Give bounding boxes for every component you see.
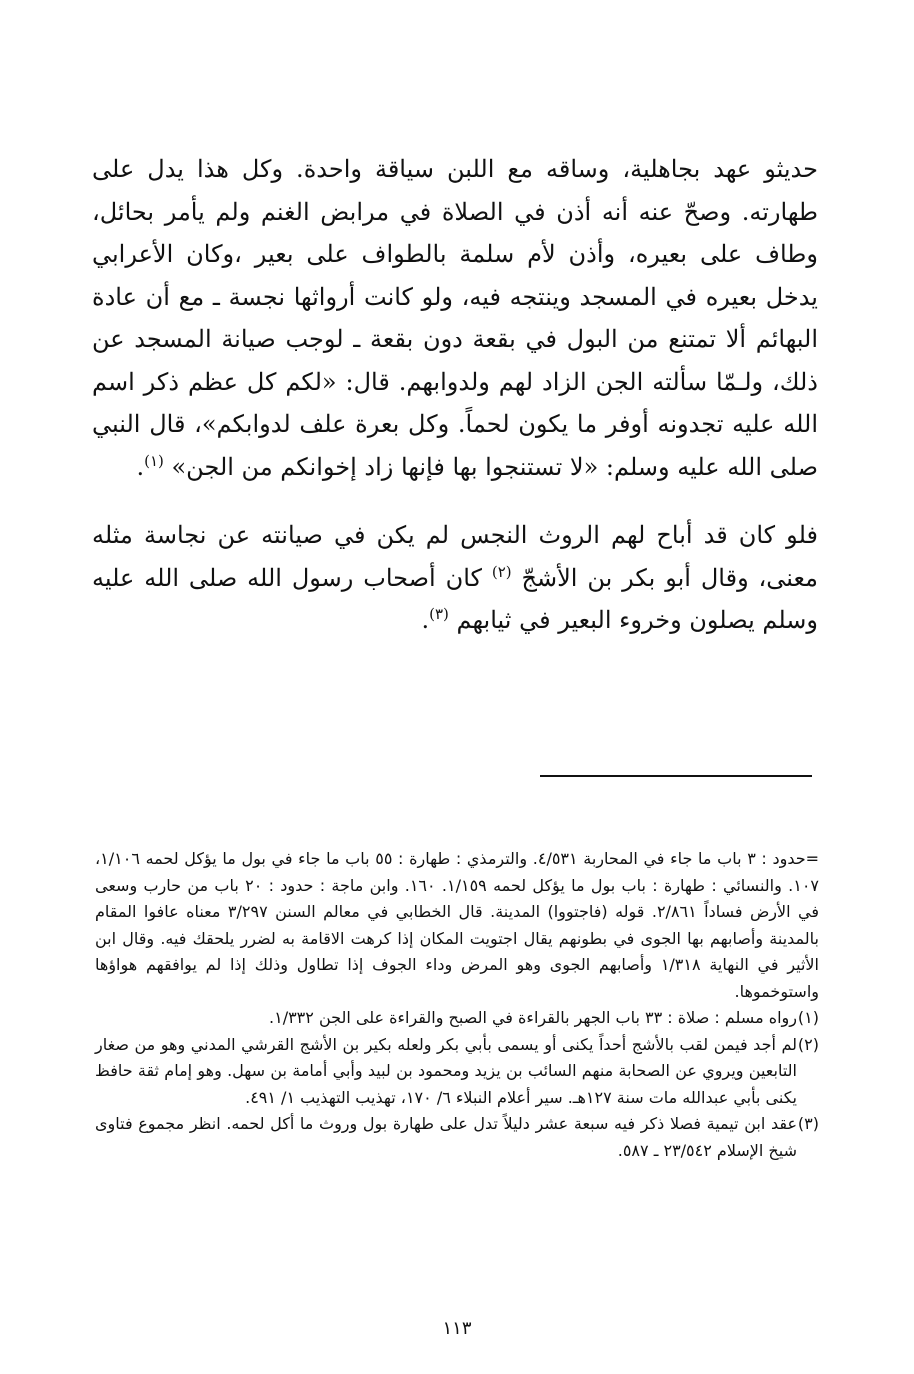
footnote-2 <box>95 1032 819 1112</box>
footnote-ref-3: (٣) <box>429 605 449 623</box>
page-number: ١١٣ <box>442 1318 472 1339</box>
footnote-1-text: رواه مسلم : صلاة : ٣٣ باب الجهر بالقراءة في الصبح والقراءة على الجن ١/٣٣٢. <box>269 1008 797 1027</box>
footnote-3 <box>95 1111 819 1164</box>
footnote-3-text: عقد ابن تيمية فصلا ذكر فيه سبعة عشر دليلاً تدل على طهارة بول وروث ما أكل لحمه. انظر مجموع فتاوى شيخ الإسلام ٢٣/٥٤٢ ـ ٥٨٧. <box>95 1114 797 1160</box>
footnote-ref-2: (٢) <box>491 562 512 581</box>
footnote-2-number: (٢) <box>797 1034 819 1054</box>
paragraph-2 <box>92 514 818 642</box>
paragraph-2-part1: فلو كان قد أباح لهم الروث النجس لم يكن في صيانته عن نجاسة مثله معنى، وقال أبو بكر بن الأشجّ <box>92 521 818 592</box>
footnote-1-number: (١) <box>797 1008 819 1027</box>
main-text <box>92 148 818 642</box>
footnote-2-text: لم أجد فيمن لقب بالأشج أحداً يكنى أو يسمى بأبي بكر ولعله بكير بن الأشج القرشي المدني وهو من صغار التابعين ويروي عن الصحابة منهم السائب بن يزيد ومحمود بن لبيد وأبي أمامة بن سهل. وهو إمام ثقة حافظ يكنى بأبي عبدالله مات سنة ١٢٧هـ. سير أعلام النبلاء ٦/ ١٧٠، تهذيب التهذيب ١/ ٤٩١. <box>95 1034 797 1107</box>
footnote-ref-1: (١) <box>144 451 164 470</box>
footnotes <box>95 846 819 1164</box>
paragraph-2-end: . <box>421 606 430 634</box>
paragraph-1-text: حديثو عهد بجاهلية، وساقه مع اللبن سياقة واحدة. وكل هذا يدل على طهارته. وصحّ عنه أنه أذن في الصلاة في مرابض الغنم ولم يأمر بحائل، وطاف على بعيره، وأذن لأم سلمة بالطواف على بعير ،وكان الأعرابي يدخل بعيره في المسجد وينتجه فيه، ولو كانت أرواثها نجسة ـ مع أن عادة البهائم ألا تمتنع من البول في بقعة دون بقعة ـ لوجب صيانة المسجد عن ذلك، ولـمّا سألته الجن الزاد لهم ولدوابهم. قال: «لكم كل عظم ذكر اسم الله عليه تجدونه أوفر ما يكون لحماً. وكل بعرة علف لدوابكم»، قال النبي صلى الله عليه وسلم: «لا تستنجوا بها فإنها زاد إخوانكم من الجن» <box>92 155 818 481</box>
paragraph-1 <box>92 148 818 488</box>
paragraph-2-part2: كان أصحاب رسول الله صلى الله عليه وسلم يصلون وخروء البعير في ثيابهم <box>92 563 818 634</box>
footnote-1 <box>95 1005 819 1032</box>
footnote-continuation: =حدود : ٣ باب ما جاء في المحاربة ٤/٥٣١. والترمذي : طهارة : ٥٥ باب ما جاء في بول ما يؤكل لحمه ١/١٠٦، ١٠٧. والنسائي : طهارة : باب بول ما يؤكل لحمه ١/١٥٩. ١٦٠. وابن ماجة : حدود : ٢٠ باب من حارب وسعى في الأرض فساداً ٢/٨٦١. قوله (فاجتووا) المدينة. قال الخطابي في معالم السنن ٣/٢٩٧ معناه عافوا المقام بالمدينة وأصابهم بها الجوى في بطونهم يقال اجتويت المكان إذا كرهت الاقامة به لضرر يلحقك فيه. وقال ابن الأثير في النهاية ١/٣١٨ وأصابهم الجوى وهو المرض وداء الجوف إذا تطاول وذلك إذا لم يوافقهم هواؤها واستوخموها. <box>95 849 820 1001</box>
footnote-3-number: (٣) <box>797 1114 819 1133</box>
footnote-separator <box>540 775 812 777</box>
paragraph-1-end: . <box>136 452 145 481</box>
